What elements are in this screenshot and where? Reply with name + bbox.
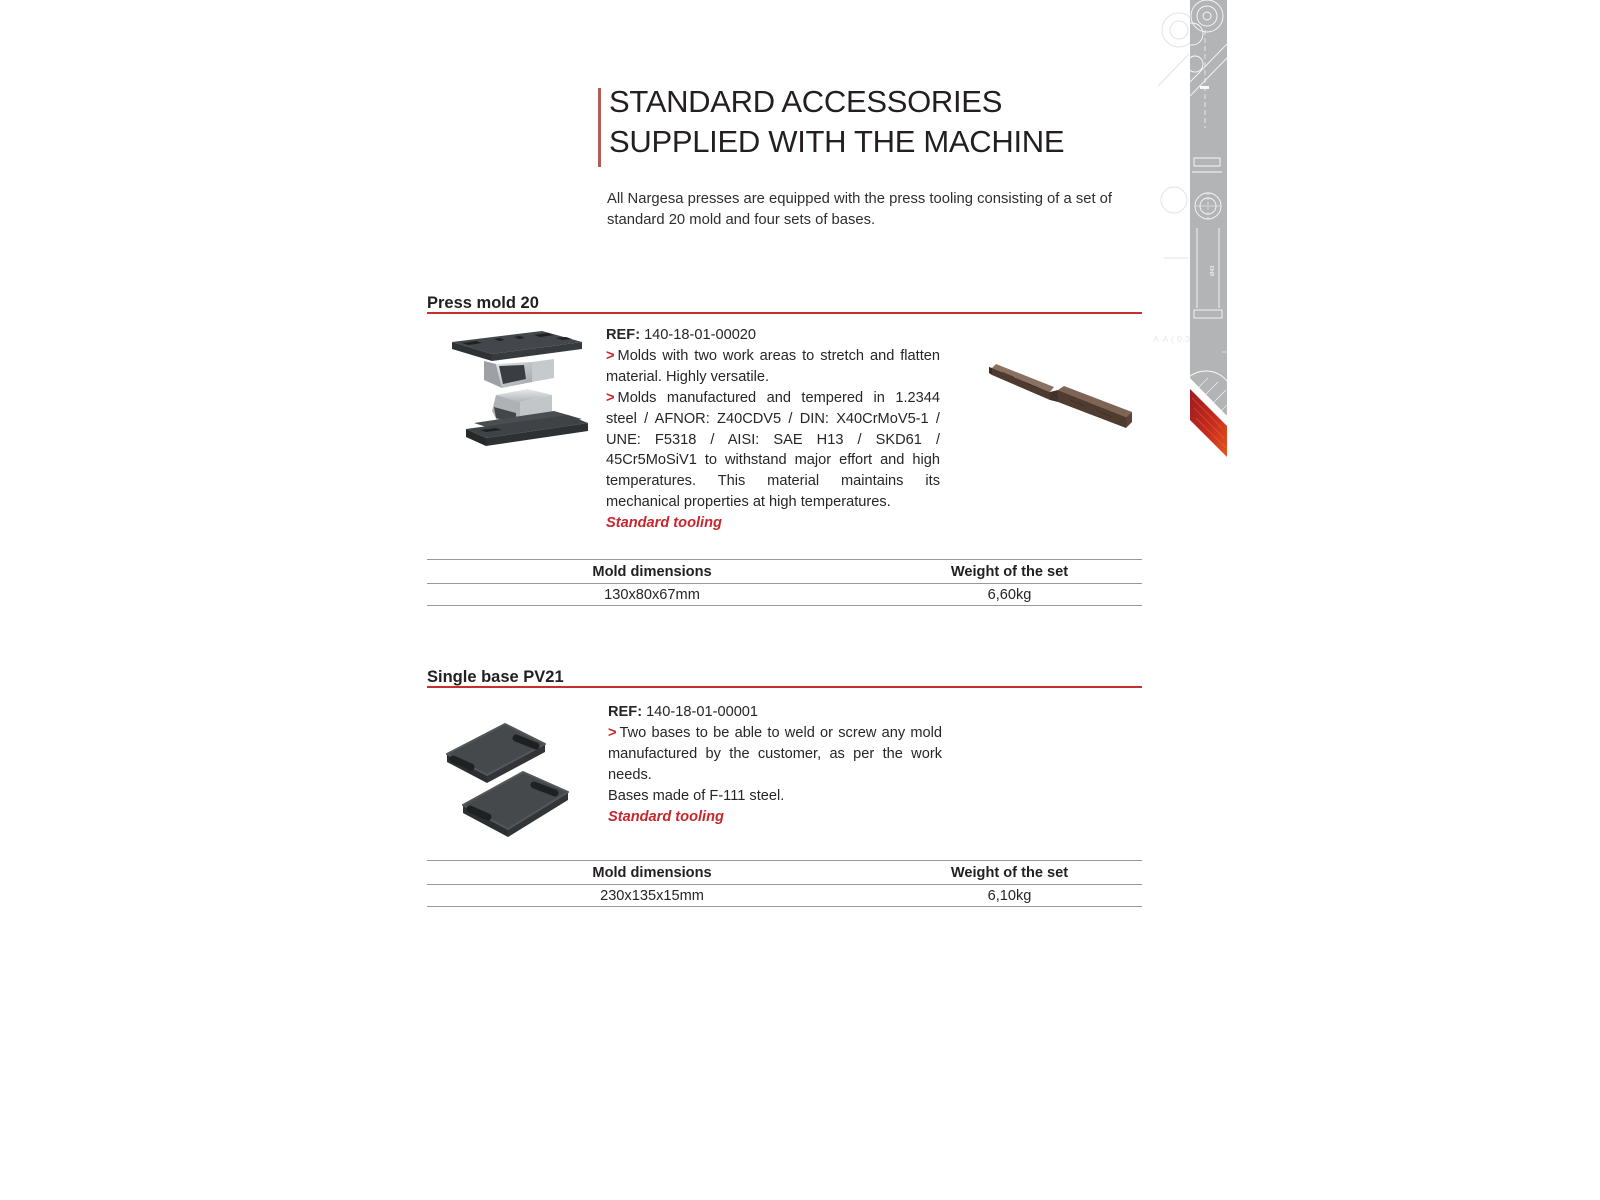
- bullet-marker: >: [608, 724, 617, 741]
- table-header-weight: Weight of the set: [950, 864, 1069, 881]
- steel-bar-photo: [980, 344, 1132, 436]
- intro-line2: standard 20 mold and four sets of bases.: [607, 211, 876, 228]
- table-header-dimensions: Mold dimensions: [592, 864, 712, 881]
- bullet-text: Molds manufactured and tempered in 1.2344 steel / AFNOR: Z40CDV5 / DIN: X40CrMoV5-1 / UNE: F5318 / AISI: SAE H13 / SKD61 / 45Cr5MoSiV1 to withstand major effort and high temperatures. This material maintains its mechanical properties at high temperatures.: [606, 389, 940, 511]
- press-mold-description: [606, 325, 940, 534]
- single-base-description: [608, 702, 942, 827]
- table-cell-weight: 6,60kg: [987, 586, 1032, 603]
- press-mold-spec-table: [427, 559, 1142, 606]
- table-header-weight: Weight of the set: [950, 563, 1069, 580]
- standard-tooling-note: Standard tooling: [606, 515, 722, 532]
- drawing-section-label: A-A ( 0.3: [1153, 334, 1191, 344]
- ref-line: [608, 702, 942, 723]
- page-title-line1: STANDARD ACCESSORIES: [609, 84, 1003, 119]
- table-cell-dimensions: 130x80x67mm: [604, 586, 700, 603]
- bullet-item: [608, 723, 942, 786]
- drawing-dim-label: Ø43: [1210, 265, 1216, 276]
- upper-die: [452, 331, 582, 388]
- bullet-text: Two bases to be able to weld or screw any mold manufactured by the customer, as per the work needs.: [608, 724, 942, 783]
- page-title-line2: SUPPLIED WITH THE MACHINE: [609, 124, 1065, 159]
- bullet-item: [606, 388, 940, 513]
- lower-die: [466, 389, 588, 446]
- table-data-row: [427, 885, 1142, 907]
- table-data-row: [427, 584, 1142, 606]
- bullet-marker: >: [606, 389, 615, 406]
- intro-line1: All Nargesa presses are equipped with the press tooling consisting of a set of: [607, 191, 1113, 207]
- section-heading-single-base: Single base PV21: [427, 668, 564, 686]
- bullet-item: [606, 346, 940, 388]
- section-heading-press-mold: Press mold 20: [427, 294, 539, 312]
- ref-line: [606, 325, 940, 346]
- intro-text: [607, 189, 1112, 230]
- bullet-text: Molds with two work areas to stretch and flatten material. Highly versatile.: [606, 347, 940, 385]
- table-cell-dimensions: 230x135x15mm: [600, 887, 704, 904]
- single-base-spec-table: [427, 860, 1142, 907]
- table-header-row: [427, 560, 1142, 584]
- standard-tooling-note: Standard tooling: [608, 808, 724, 825]
- ref-label: REF:: [608, 704, 643, 720]
- base-plate-front: [463, 772, 568, 837]
- single-base-image: [424, 696, 602, 838]
- ref-value: 140-18-01-00020: [644, 327, 757, 343]
- title-block: [598, 82, 1064, 162]
- base-plate-back: [447, 724, 545, 783]
- section-rule: [427, 312, 1142, 314]
- page-title: [609, 82, 1064, 162]
- technical-drawing-strip: [1150, 0, 1240, 470]
- press-mold-image: [436, 318, 588, 458]
- bullet-marker: >: [606, 347, 615, 364]
- ref-label: REF:: [606, 327, 641, 343]
- section-rule: [427, 686, 1142, 688]
- title-accent-bar: [598, 88, 601, 167]
- table-cell-weight: 6,10kg: [987, 887, 1032, 904]
- material-line: Bases made of F-111 steel.: [608, 787, 785, 804]
- table-header-row: [427, 861, 1142, 885]
- ref-value: 140-18-01-00001: [646, 704, 759, 720]
- table-header-dimensions: Mold dimensions: [592, 563, 712, 580]
- steel-bar: [989, 364, 1132, 428]
